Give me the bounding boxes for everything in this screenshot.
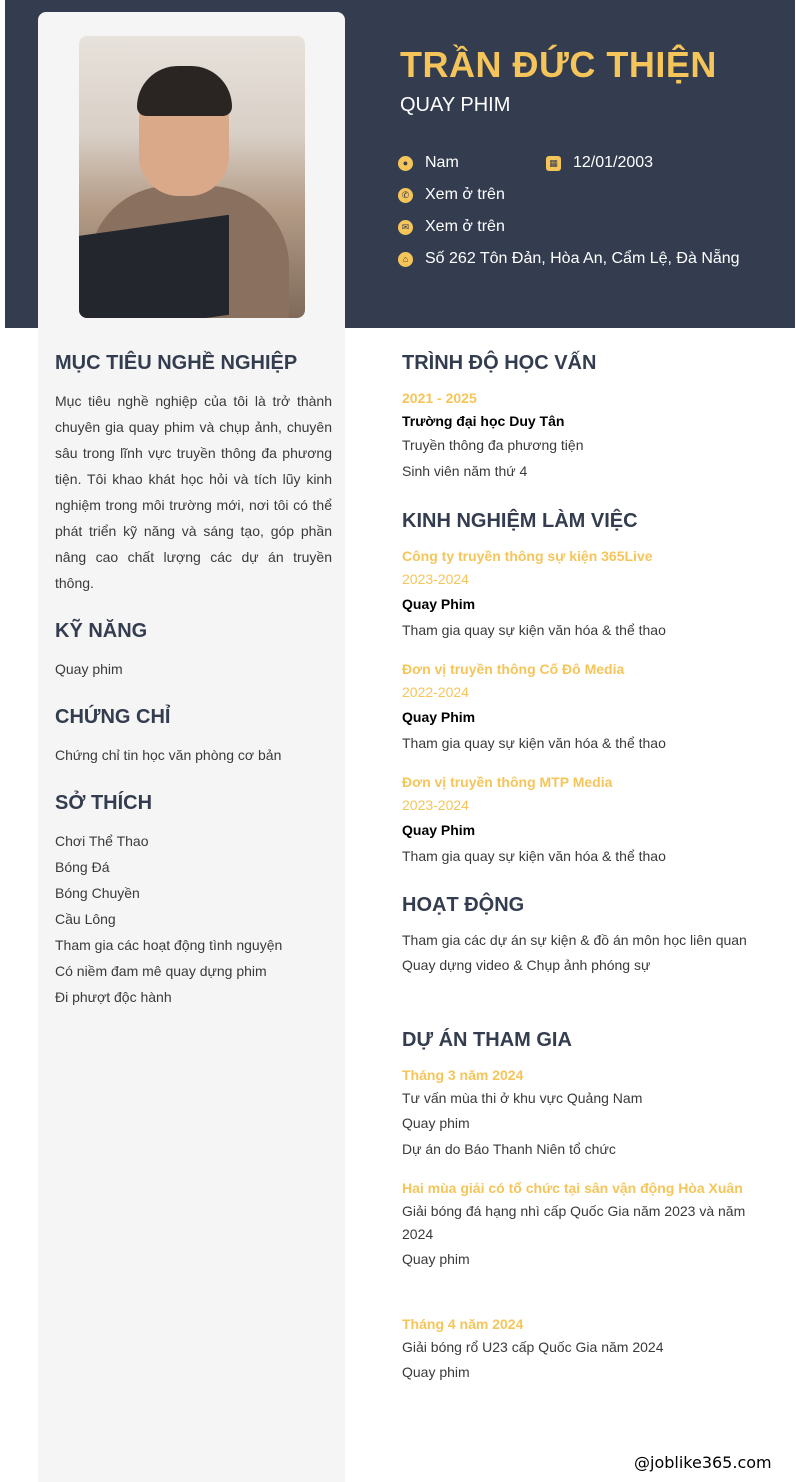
project-name: Giải bóng đá hạng nhì cấp Quốc Gia năm 2023 và năm 2024 — [402, 1203, 746, 1242]
experience-period: 2023-2024 — [402, 797, 469, 813]
activity-item: Quay dựng video & Chụp ảnh phóng sự — [402, 957, 651, 973]
project-item — [402, 1313, 762, 1385]
education-block — [402, 386, 762, 484]
user-icon: ● — [398, 156, 413, 171]
home-icon: ⌂ — [398, 252, 413, 267]
experience-title: KINH NGHIỆM LÀM VIỆC — [402, 510, 638, 532]
gender-row — [398, 154, 459, 172]
experience-position: Quay Phim — [402, 822, 476, 838]
activity-item: Tham gia các dự án sự kiện & đồ án môn học liên quan — [402, 932, 747, 948]
experience-period: 2023-2024 — [402, 571, 469, 587]
project-role: Quay phim — [402, 1251, 470, 1267]
experience-period: 2022-2024 — [402, 684, 469, 700]
experience-company: Đơn vị truyền thông Cố Đô Media — [402, 661, 625, 677]
experience-desc: Tham gia quay sự kiện văn hóa & thể thao — [402, 848, 666, 864]
profile-photo — [79, 36, 305, 318]
experience-desc: Tham gia quay sự kiện văn hóa & thể thao — [402, 735, 666, 751]
mail-icon: ✉ — [398, 220, 413, 235]
hobby-item: Bóng Chuyền — [55, 885, 140, 901]
experience-position: Quay Phim — [402, 596, 476, 612]
skills-title: KỸ NĂNG — [55, 620, 148, 642]
address-row — [398, 250, 740, 268]
experience-position: Quay Phim — [402, 709, 476, 725]
hobby-item: Có niềm đam mê quay dựng phim — [55, 963, 267, 979]
certificate-item: Chứng chỉ tin học văn phòng cơ bản — [55, 747, 282, 763]
candidate-name: TRẦN ĐỨC THIỆN — [400, 44, 717, 85]
experience-item — [402, 771, 762, 869]
project-role: Quay phim — [402, 1364, 470, 1380]
hobby-item: Cầu Lông — [55, 911, 116, 927]
activities-list — [402, 928, 762, 978]
projects-title: DỰ ÁN THAM GIA — [402, 1029, 572, 1051]
skills-list — [55, 656, 123, 682]
phone-row — [398, 186, 505, 204]
email-row — [398, 218, 505, 236]
project-name: Giải bóng rổ U23 cấp Quốc Gia năm 2024 — [402, 1339, 664, 1355]
calendar-icon: ▦ — [546, 156, 561, 171]
hobby-item: Đi phượt độc hành — [55, 989, 172, 1005]
skill-item: Quay phim — [55, 661, 123, 677]
project-role: Quay phim — [402, 1115, 470, 1131]
education-status: Sinh viên năm thứ 4 — [402, 463, 528, 479]
email-value: Xem ở trên — [425, 218, 505, 235]
birthdate-row — [546, 154, 653, 172]
objective-text: Mục tiêu nghề nghiệp của tôi là trở thành chuyên gia quay phim và chụp ảnh, chuyên sâu trong lĩnh vực truyền thông đa phương tiện. Tôi khao khát học hỏi và tích lũy kinh nghiệm trong môi trường mới, nơi tôi có thể phát triển kỹ năng và sáng tạo, góp phần nâng cao chất lượng các dự án truyền thông. — [55, 393, 332, 591]
education-title: TRÌNH ĐỘ HỌC VẤN — [402, 352, 597, 374]
candidate-role: QUAY PHIM — [400, 94, 511, 116]
watermark: @joblike365.com — [634, 1453, 772, 1472]
project-heading: Tháng 4 năm 2024 — [402, 1316, 524, 1332]
project-item — [402, 1177, 752, 1272]
address-value: Số 262 Tôn Đản, Hòa An, Cẩm Lệ, Đà Nẵng — [425, 250, 740, 267]
project-name: Tư vấn mùa thi ở khu vực Quảng Nam — [402, 1090, 643, 1106]
hobbies-list — [55, 828, 282, 1010]
project-item — [402, 1064, 762, 1162]
certificates-list — [55, 742, 281, 768]
project-note: Dự án do Báo Thanh Niên tổ chức — [402, 1141, 616, 1157]
experience-company: Đơn vị truyền thông MTP Media — [402, 774, 613, 790]
education-school: Trường đại học Duy Tân — [402, 413, 565, 429]
hobby-item: Bóng Đá — [55, 859, 110, 875]
birthdate-value: 12/01/2003 — [573, 154, 654, 171]
experience-desc: Tham gia quay sự kiện văn hóa & thể thao — [402, 622, 666, 638]
certificates-title: CHỨNG CHỈ — [55, 706, 171, 728]
phone-value: Xem ở trên — [425, 186, 505, 203]
phone-icon: ✆ — [398, 188, 413, 203]
activities-title: HOẠT ĐỘNG — [402, 894, 525, 916]
project-heading: Tháng 3 năm 2024 — [402, 1067, 524, 1083]
hobbies-title: SỞ THÍCH — [55, 792, 153, 814]
education-major: Truyền thông đa phương tiện — [402, 437, 584, 453]
education-period: 2021 - 2025 — [402, 390, 477, 406]
hobby-item: Tham gia các hoạt động tình nguyện — [55, 937, 283, 953]
experience-company: Công ty truyền thông sự kiện 365Live — [402, 548, 653, 564]
project-heading: Hai mùa giải có tổ chức tại sân vận động Hòa Xuân — [402, 1180, 743, 1196]
experience-item — [402, 658, 762, 756]
hobby-item: Chơi Thể Thao — [55, 833, 149, 849]
experience-item — [402, 545, 762, 643]
gender-value: Nam — [425, 154, 459, 171]
objective-title: MỤC TIÊU NGHỀ NGHIỆP — [55, 352, 298, 374]
